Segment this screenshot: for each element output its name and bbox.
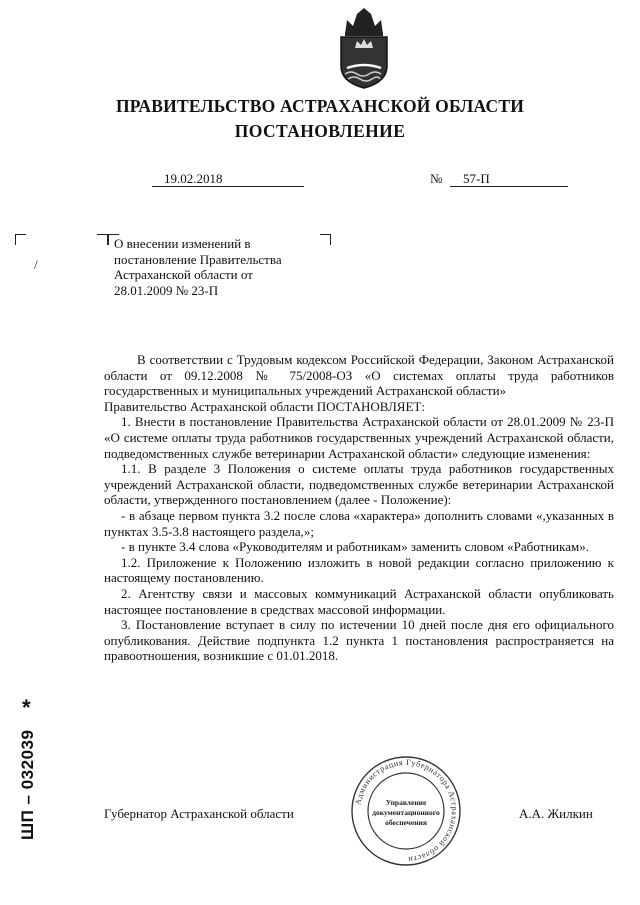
subject-line-2: постановление Правительства [114,251,282,267]
corner-bracket-top-right [320,234,331,245]
serial-star-mark: * [22,695,31,720]
number-label: № [430,171,443,186]
document-subject [114,236,319,298]
subject-line-1 [114,236,319,252]
clause-1: 1. Внести в постановление Правительства Астраханской области от 28.01.2009 № 23-П «О системе оплаты труда работников государственных учреждений Астраханской области, подведомственных службе ветеринарии Астраханской области» следующие изменения: [104,414,614,461]
clause-2: 2. Агентству связи и массовых коммуникаций Астраханской области опубликовать настоящее постановление в средствах массовой информации. [104,585,614,617]
document-date: 19.02.2018 [152,171,304,187]
official-stamp-seal [350,755,462,867]
subject-line-4: 28.01.2009 № 23-П [114,282,219,298]
subject-word: в [244,236,251,251]
coat-of-arms-emblem [335,8,393,90]
serial-number-mark: ШП – 032039 [18,729,37,840]
stamp-inner-line-1: Управление [385,798,427,807]
document-number: 57-П [450,171,568,187]
resolution-line: Правительство Астраханской области ПОСТАНОВЛЯЕТ: [104,398,425,414]
stamp-inner-line-3: обеспечения [385,818,427,827]
stamp-inner-line-2: документационного [372,808,440,817]
clause-3: 3. Постановление вступает в силу по истечении 10 дней после дня его официального опубликования. Действие подпункта 1.2 пункта 1 постановления распространяется на правоотношения, возникшие с 01.01.2018. [104,617,614,664]
clause-1-2: 1.2. Приложение к Положению изложить в новой редакции согласно приложению к настоящему постановлению. [104,554,614,586]
subject-word: от [240,267,253,283]
preamble-paragraph: В соответствии с Трудовым кодексом Российской Федерации, Законом Астраханской области от 09.12.2008 № 75/2008-ОЗ «О системах оплаты труда работников государственных и муниципальных учреждений Астраханской области» [104,352,614,399]
subject-word: внесении [126,236,179,251]
subject-word: области [194,267,238,283]
corner-bracket-top-right-left [97,234,108,245]
document-type-title: ПОСТАНОВЛЕНИЕ [234,121,406,141]
government-title: ПРАВИТЕЛЬСТВО АСТРАХАНСКОЙ ОБЛАСТИ [115,96,525,116]
document-body [104,352,614,664]
subject-word: О [114,236,124,251]
clause-1-1-item-a: - в абзаце первом пункта 3.2 после слова «характера» дополнить словами «,указанных в пунктах 3.5-3.8 настоящего раздела,»; [104,507,614,539]
subject-word: Астраханской [114,267,191,283]
stamp-outer-text: Администрация Губернатора Астраханской области [353,757,460,865]
corner-bracket-top-left [15,234,26,245]
subject-line-3 [114,267,319,283]
clause-1-1-item-b: - в пункте 3.4 слова «Руководителям и работникам» заменить словом «Работникам». [121,539,589,555]
signatory-name: А.А. Жилкин [519,806,593,821]
signatory-position: Губернатор Астраханской области [104,806,294,821]
clause-1-1: 1.1. В разделе 3 Положения о системе оплаты труда работников государственных учреждений Астраханской области, подведомственных службе ветеринарии Астраханской области, утвержденного постановлением (далее - Положение): [104,461,614,508]
margin-tick: / [34,257,38,272]
subject-word: изменений [181,236,242,251]
